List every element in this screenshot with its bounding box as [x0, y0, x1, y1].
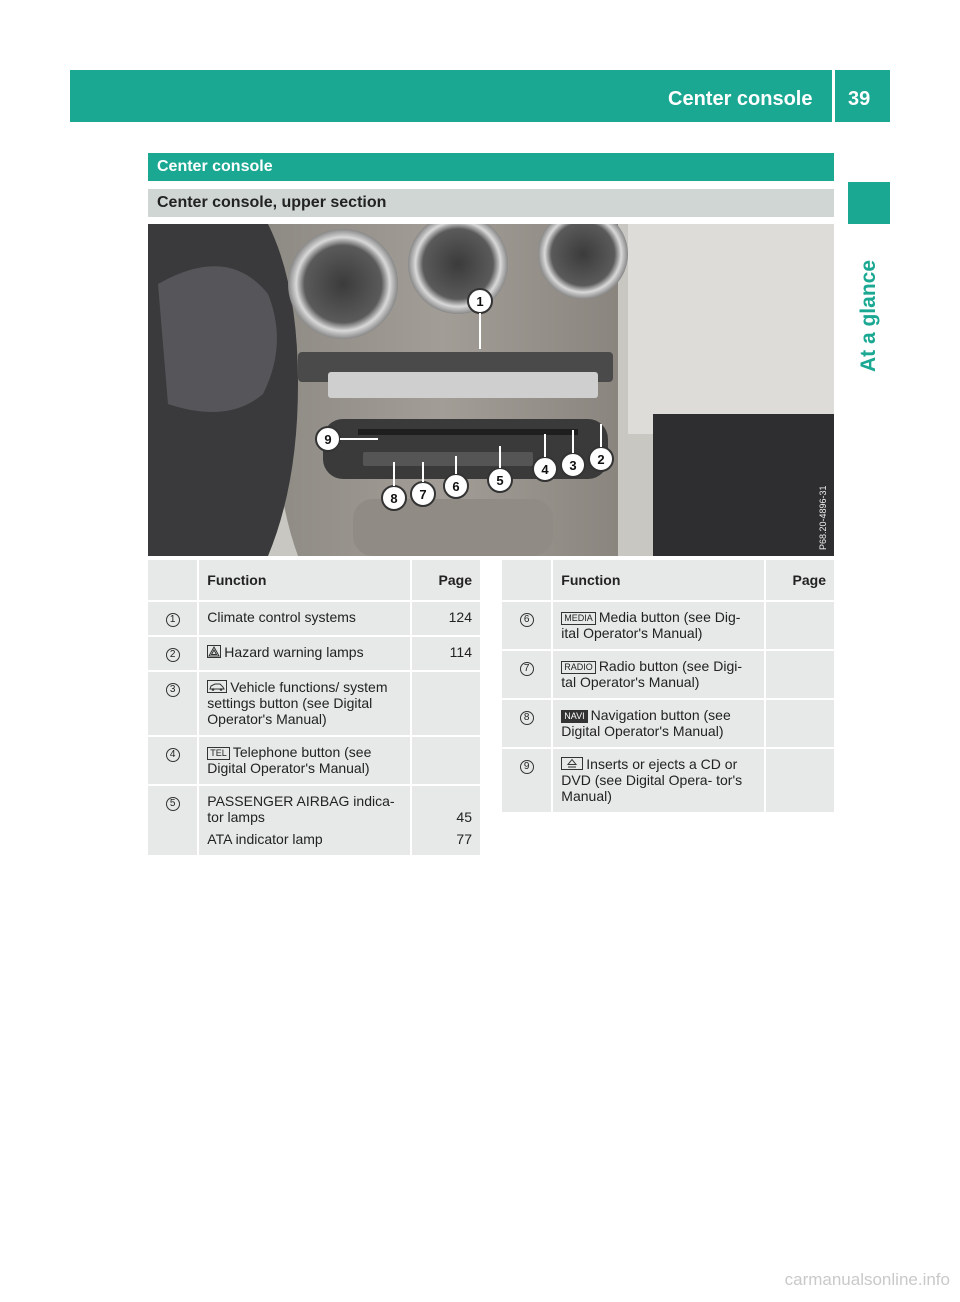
header-num [502, 560, 553, 602]
navi-symbol: NAVI [561, 710, 587, 723]
header-page: Page [412, 560, 480, 602]
row-page [766, 602, 834, 651]
table-header-row [502, 560, 834, 602]
callout-7: 7 [419, 487, 427, 502]
row-function: Radio button (see Digi- tal Operator's Manual) [561, 658, 742, 690]
table-row [148, 737, 480, 786]
table-row [502, 651, 834, 700]
row-page [766, 749, 834, 814]
row-function-2: ATA indicator lamp [207, 831, 323, 847]
row-function: Inserts or ejects a CD or DVD (see Digital Opera- tor's Manual) [561, 756, 743, 804]
row-number: 5 [166, 797, 180, 811]
row-function: Media button (see Dig- ital Operator's Manual) [561, 609, 741, 641]
row-number: 9 [520, 760, 534, 774]
running-header-title: Center console [668, 88, 813, 110]
callout-5: 5 [496, 473, 504, 488]
row-number: 7 [520, 662, 534, 676]
row-page [766, 651, 834, 700]
row-page: 124 [412, 602, 480, 637]
row-function: Navigation button (see Digital Operator's Manual) [561, 707, 731, 739]
table-row [502, 602, 834, 651]
eject-icon [561, 757, 583, 770]
row-page [412, 737, 480, 786]
table-row [502, 749, 834, 814]
subsection-title: Center console, upper section [148, 189, 834, 217]
table-header-row [148, 560, 480, 602]
function-table-left [148, 560, 480, 857]
callout-9: 9 [324, 432, 332, 447]
row-function: PASSENGER AIRBAG indica- tor lamps [207, 793, 395, 825]
page-number: 39 [848, 88, 871, 110]
header-num [148, 560, 199, 602]
callout-3: 3 [569, 458, 577, 473]
function-table-right [502, 560, 834, 814]
header-page: Page [766, 560, 834, 602]
row-function: Vehicle functions/ system settings button (see Digital Operator's Manual) [207, 679, 388, 727]
car-icon [207, 680, 227, 693]
radio-symbol: RADIO [561, 661, 596, 674]
row-number: 1 [166, 613, 180, 627]
row-page-2: 77 [456, 831, 472, 847]
callout-6: 6 [452, 479, 460, 494]
row-function: Climate control systems [199, 602, 411, 637]
table-row [148, 786, 480, 857]
row-page [766, 700, 834, 749]
header-function: Function [553, 560, 765, 602]
row-number: 8 [520, 711, 534, 725]
hazard-icon [207, 645, 221, 658]
header-divider [832, 70, 835, 122]
chapter-tab-marker [848, 182, 890, 224]
watermark: carmanualsonline.info [784, 1270, 950, 1289]
table-row [502, 700, 834, 749]
row-function: Telephone button (see Digital Operator's Manual) [207, 744, 372, 776]
table-row [148, 672, 480, 737]
media-symbol: MEDIA [561, 612, 596, 625]
table-row [148, 637, 480, 672]
table-row [148, 602, 480, 637]
row-number: 4 [166, 748, 180, 762]
row-number: 3 [166, 683, 180, 697]
tel-symbol: TEL [207, 747, 230, 760]
row-number: 6 [520, 613, 534, 627]
callout-8: 8 [390, 491, 398, 506]
row-number: 2 [166, 648, 180, 662]
header-function: Function [199, 560, 411, 602]
section-title: Center console [148, 153, 834, 181]
row-page [412, 672, 480, 737]
row-page: 45 [456, 809, 472, 825]
photo-code: P68.20-4896-31 [818, 485, 828, 550]
chapter-tab-label: At a glance [857, 259, 880, 373]
center-console-photo [148, 224, 834, 556]
callout-2: 2 [597, 452, 605, 467]
callout-4: 4 [541, 462, 549, 477]
row-page: 114 [412, 637, 480, 672]
row-function: Hazard warning lamps [224, 644, 364, 660]
callout-1: 1 [476, 294, 484, 309]
